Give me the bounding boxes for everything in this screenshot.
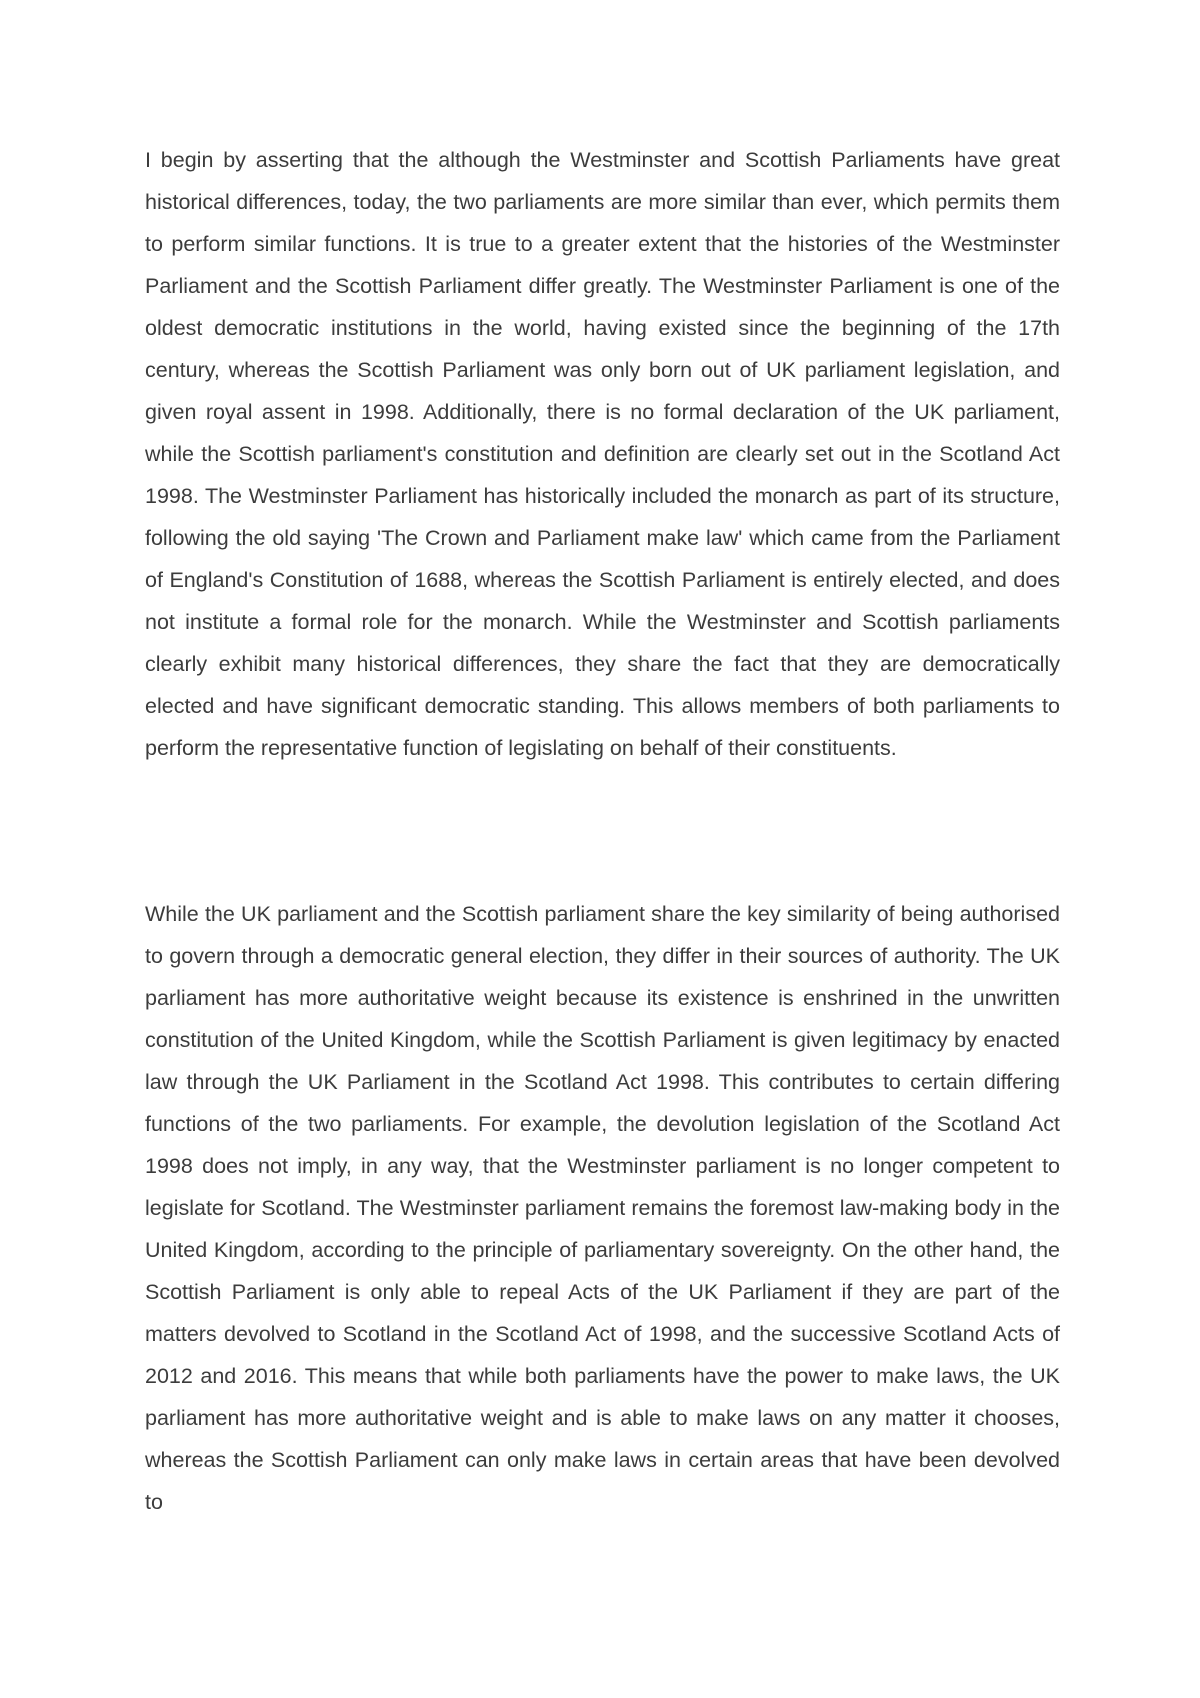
paragraph-2: While the UK parliament and the Scottish parliament share the key similarity of being authorised to govern through a democratic general election, they differ in their sources of authority. The UK parliament has more authoritative weight because its existence is enshrined in the unwritten constitution of the United Kingdom, while the Scottish Parliament is given legitimacy by enacted law through the UK Parliament in the Scotland Act 1998. This contributes to certain differing functions of the two parliaments. For example, the devolution legislation of the Scotland Act 1998 does not imply, in any way, that the Westminster parliament is no longer competent to legislate for Scotland. The Westminster parliament remains the foremost law-making body in the United Kingdom, according to the principle of parliamentary sovereignty. On the other hand, the Scottish Parliament is only able to repeal Acts of the UK Parliament if they are part of the matters devolved to Scotland in the Scotland Act of 1998, and the successive Scotland Acts of 2012 and 2016. This means that while both parliaments have the power to make laws, the UK parliament has more authoritative weight and is able to make laws on any matter it chooses, whereas the Scottish Parliament can only make laws in certain areas that have been devolved to (145, 902, 1060, 1514)
paragraph-1: I begin by asserting that the although the Westminster and Scottish Parliaments have great historical differences, today, the two parliaments are more similar than ever, which permits them to perform similar functions. It is true to a greater extent that the histories of the Westminster Parliament and the Scottish Parliament differ greatly. The Westminster Parliament is one of the oldest democratic institutions in the world, having existed since the beginning of the 17th century, whereas the Scottish Parliament was only born out of UK parliament legislation, and given royal assent in 1998. Additionally, there is no formal declaration of the UK parliament, while the Scottish parliament's constitution and definition are clearly set out in the Scotland Act 1998. The Westminster Parliament has historically included the monarch as part of its structure, following the old saying 'The Crown and Parliament make law' which came from the Parliament of England's Constitution of 1688, whereas the Scottish Parliament is entirely elected, and does not institute a formal role for the monarch. While the Westminster and Scottish parliaments clearly exhibit many historical differences, they share the fact that they are democratically elected and have significant democratic standing. This allows members of both parliaments to perform the representative function of legislating on behalf of their constituents. (145, 148, 1060, 760)
